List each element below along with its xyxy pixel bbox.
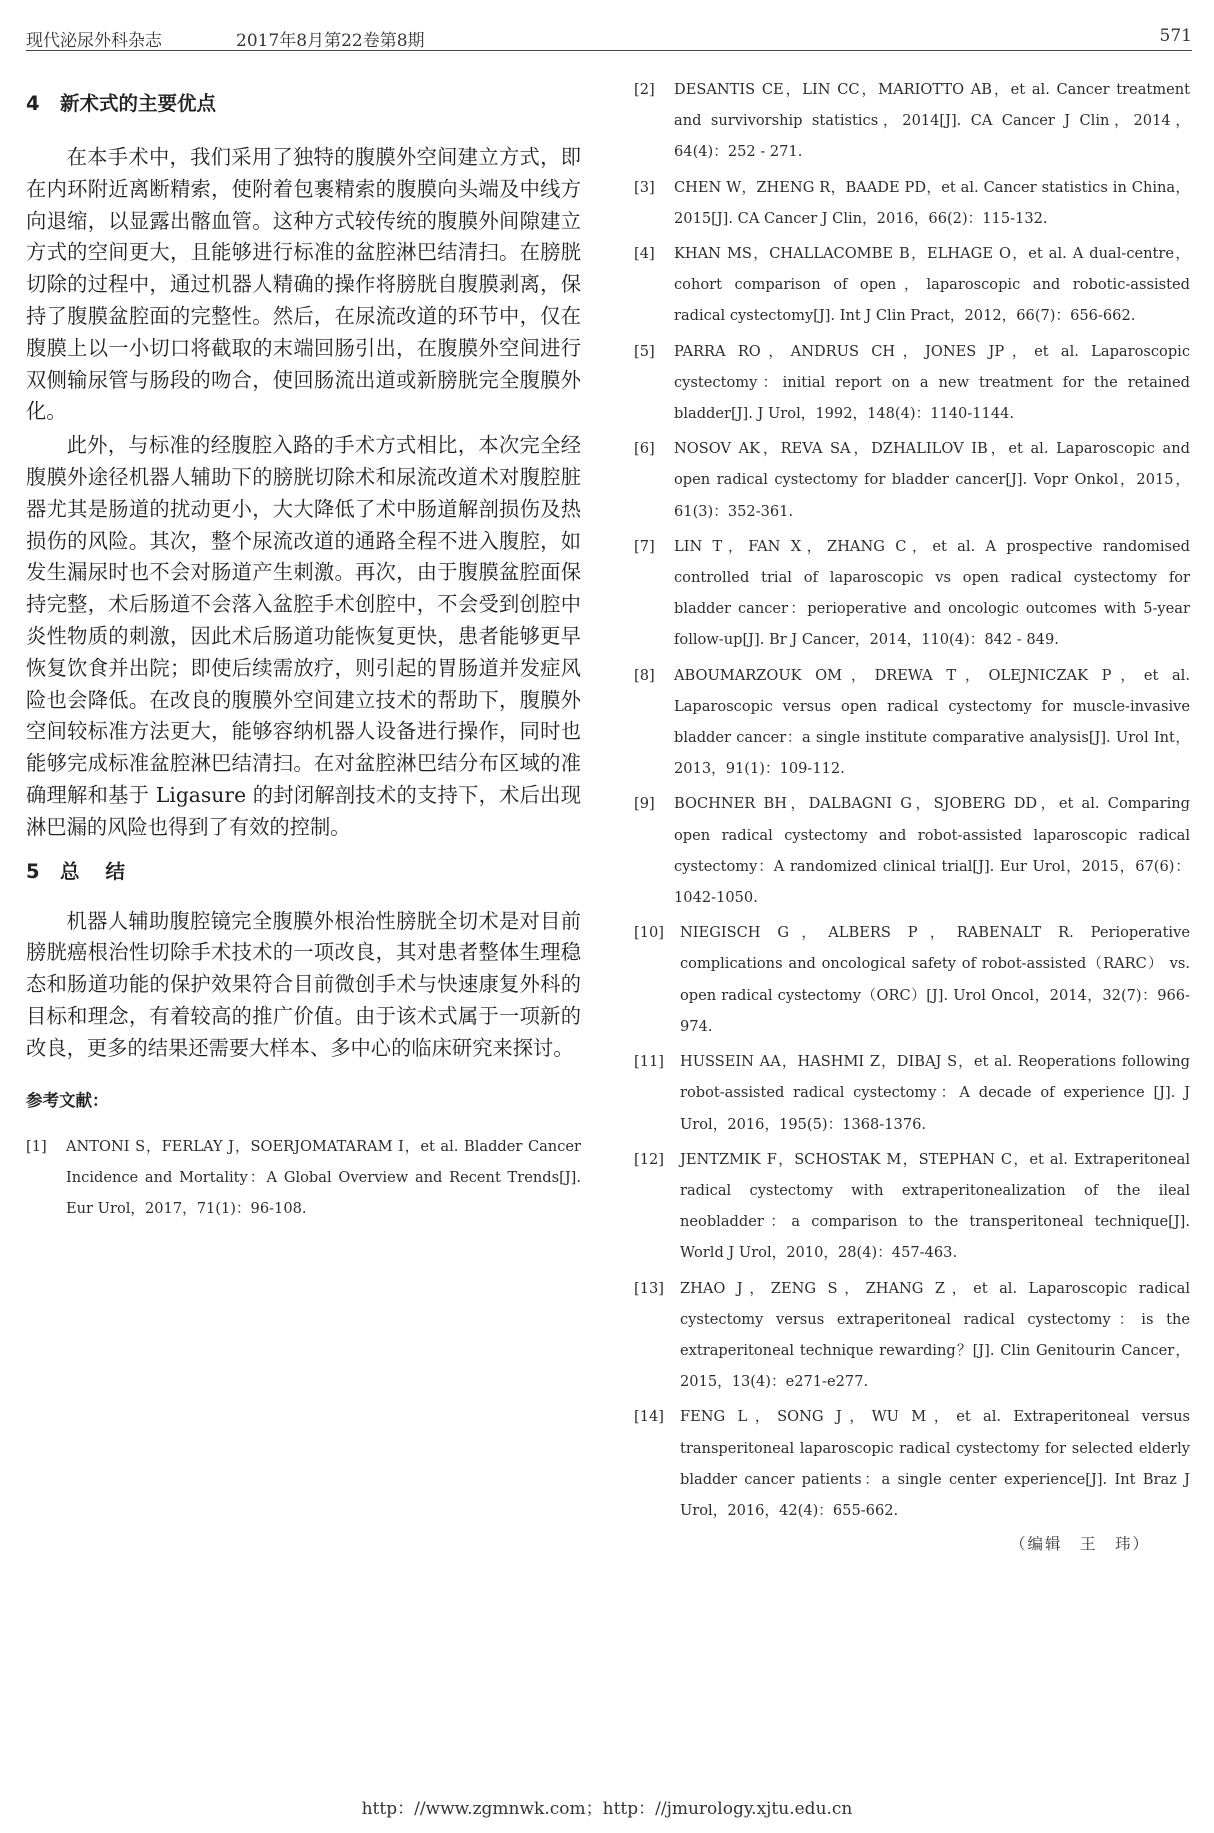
- reference-number: [6]: [634, 440, 655, 458]
- right-column: [634, 74, 1190, 1554]
- reference-text: PARRA RO，ANDRUS CH，JONES JP，et al. Laparoscopic cystectomy：initial report on a new treatment for the retained bladder[J]. J Urol，1992，148(4)：1140-1144.: [674, 342, 1190, 423]
- reference-number: [12]: [634, 1150, 664, 1168]
- body-paragraph: 机器人辅助腹腔镜完全腹膜外根治性膀胱全切术是对目前膀胱癌根治性切除手术技术的一项改良，其对患者整体生理稳态和肠道功能的保护效果符合目前微创手术与快速康复外科的目标和理念，有着较高的推广价值。由于该术式属于一项新的改良，更多的结果还需要大样本、多中心的临床研究来探讨。: [26, 908, 581, 1060]
- issue-info: 2017年8月第22卷第8期: [236, 31, 425, 51]
- page-number: 571: [1159, 26, 1192, 46]
- reference-number: [4]: [634, 245, 655, 263]
- reference-item: [634, 336, 1190, 430]
- reference-number: [11]: [634, 1053, 664, 1071]
- reference-number: [9]: [634, 795, 655, 813]
- reference-item: [634, 433, 1190, 527]
- reference-number: [1]: [26, 1137, 47, 1155]
- reference-item: [634, 1046, 1190, 1140]
- reference-text: LIN T，FAN X，ZHANG C，et al. A prospective randomised controlled trial of laparoscopic vs open radical cystectomy for bladder cancer：perioperative and oncologic outcomes with 5-year follow-up[J]. Br J Cancer，2014，110(4)：842 - 849.: [674, 537, 1190, 649]
- section-4-heading: [26, 88, 581, 128]
- reference-text: ANTONI S，FERLAY J，SOERJOMATARAM I，et al. Bladder Cancer Incidence and Mortality：A Global Overview and Recent Trends[J]. Eur Urol，2017，71(1)：96-108.: [66, 1137, 581, 1217]
- reference-item: [26, 1131, 581, 1225]
- reference-text: ABOUMARZOUK OM，DREWA T，OLEJNICZAK P，et al. Laparoscopic versus open radical cystectomy for muscle-invasive bladder cancer：a single institute comparative analysis[J]. Urol Int，2013，91(1)：109-112.: [674, 666, 1190, 778]
- reference-item: [634, 1144, 1190, 1269]
- section-number: 4: [26, 92, 40, 115]
- reference-number: [14]: [634, 1408, 664, 1426]
- reference-item: [634, 788, 1190, 913]
- reference-item: [634, 917, 1190, 1042]
- reference-text: KHAN MS，CHALLACOMBE B，ELHAGE O，et al. A dual-centre，cohort comparison of open，laparoscopic and robotic-assisted radical cystectomy[J]. Int J Clin Pract，2012，66(7)：656-662.: [674, 245, 1190, 325]
- left-column: [26, 88, 581, 1228]
- reference-text: ZHAO J，ZENG S，ZHANG Z，et al. Laparoscopic radical cystectomy versus extraperitoneal radical cystectomy：is the extraperitoneal technique rewarding？[J]. Clin Genitourin Cancer，2015，13(4)：e271-e277.: [680, 1279, 1190, 1391]
- section-number: 5: [26, 859, 40, 883]
- section-5-heading: [26, 856, 581, 896]
- reference-text: CHEN W，ZHENG R，BAADE PD，et al. Cancer statistics in China，2015[J]. CA Cancer J Clin，2016，66(2)：115-132.: [674, 178, 1190, 227]
- body-paragraph: 此外，与标准的经腹腔入路的手术方式相比，本次完全经腹膜外途径机器人辅助下的膀胱切除术和尿流改道术对腹腔脏器尤其是肠道的扰动更小，大大降低了术中肠道解剖损伤及热损伤的风险。其次，整个尿流改道的通路全程不进入腹腔，如发生漏尿时也不会对肠道产生刺激。再次，由于腹膜盆腔面保持完整，术后肠道不会落入盆腔手术创腔中，不会受到创腔中炎性物质的刺激，因此术后肠道功能恢复更快，患者能够更早恢复饮食并出院；即使后续需放疗，则引起的胃肠道并发症风险也会降低。在改良的腹膜外空间建立技术的帮助下，腹膜外空间较标准方法更大，能够容纳机器人设备进行操作，同时也能够完成标准盆腔淋巴结清扫。在对盆腔淋巴结分布区域的准确理解和基于 Ligasure 的封闭解剖技术的支持下，术后出现淋巴漏的风险也得到了有效的控制。: [26, 433, 581, 839]
- editor-credit: （编辑 王 玮）: [1009, 1535, 1150, 1554]
- reference-number: [2]: [634, 81, 655, 98]
- reference-text: JENTZMIK F，SCHOSTAK M，STEPHAN C，et al. Extraperitoneal radical cystectomy with extraperitonealization of the ileal neobladder：a comparison to the transperitoneal technique[J]. World J Urol，2010，28(4)：457-463.: [680, 1150, 1190, 1262]
- reference-item: [634, 74, 1190, 168]
- section-title: 新术式的主要优点: [60, 92, 217, 115]
- journal-name: 现代泌尿外科杂志: [26, 31, 162, 51]
- reference-item: [634, 1401, 1190, 1526]
- reference-number: [10]: [634, 924, 664, 942]
- reference-item: [634, 531, 1190, 656]
- reference-text: NIEGISCH G，ALBERS P，RABENALT R. Perioperative complications and oncological safety of robot-assisted（RARC） vs. open radical cystectomy（ORC）[J]. Urol Oncol，2014，32(7)：966-974.: [680, 924, 1190, 1035]
- reference-item: [634, 172, 1190, 234]
- reference-item: [634, 1273, 1190, 1398]
- reference-item: [634, 238, 1190, 332]
- reference-text: FENG L，SONG J，WU M，et al. Extraperitoneal versus transperitoneal laparoscopic radical cystectomy for selected elderly bladder cancer patients：a single center experience[J]. Int Braz J Urol，2016，42(4)：655-662.: [680, 1408, 1190, 1519]
- footer-urls: http：//www.zgmnwk.com；http：//jmurology.xjtu.edu.cn: [361, 1799, 853, 1819]
- reference-text: DESANTIS CE，LIN CC，MARIOTTO AB，et al. Cancer treatment and survivorship statistics，2014[J]. CA Cancer J Clin，2014，64(4)：252 - 271.: [674, 81, 1190, 161]
- body-paragraph: 在本手术中，我们采用了独特的腹膜外空间建立方式，即在内环附近离断精索，使附着包裹精索的腹膜向头端及中线方向退缩，以显露出髂血管。这种方式较传统的腹膜外间隙建立方式的空间更大，且能够进行标准的盆腔淋巴结清扫。在膀胱切除的过程中，通过机器人精确的操作将膀胱自腹膜剥离，保持了腹膜盆腔面的完整性。然后，在尿流改道的环节中，仅在腹膜上以一小切口将截取的末端回肠引出，在腹膜外空间进行双侧输尿管与肠段的吻合，使回肠流出道或新膀胱完全腹膜外化。: [26, 145, 581, 424]
- reference-text: BOCHNER BH，DALBAGNI G，SJOBERG DD，et al. Comparing open radical cystectomy and robot-assisted laparoscopic radical cystectomy：A randomized clinical trial[J]. Eur Urol，2015，67(6)：1042-1050.: [674, 795, 1190, 907]
- reference-text: HUSSEIN AA，HASHMI Z，DIBAJ S，et al. Reoperations following robot-assisted radical cystectomy：A decade of experience [J]. J Urol，2016，195(5)：1368-1376.: [680, 1053, 1190, 1133]
- reference-number: [7]: [634, 537, 655, 555]
- reference-text: NOSOV AK，REVA SA，DZHALILOV IB，et al. Laparoscopic and open radical cystectomy for bladder cancer[J]. Vopr Onkol，2015，61(3)：352-361.: [674, 440, 1190, 520]
- reference-number: [5]: [634, 342, 655, 360]
- header-rule: [26, 50, 1192, 51]
- references-heading: 参考文献：: [26, 1090, 109, 1110]
- section-title: 总结: [60, 859, 152, 883]
- reference-number: [3]: [634, 178, 655, 196]
- reference-item: [634, 660, 1190, 785]
- reference-number: [8]: [634, 666, 655, 684]
- reference-number: [13]: [634, 1279, 664, 1297]
